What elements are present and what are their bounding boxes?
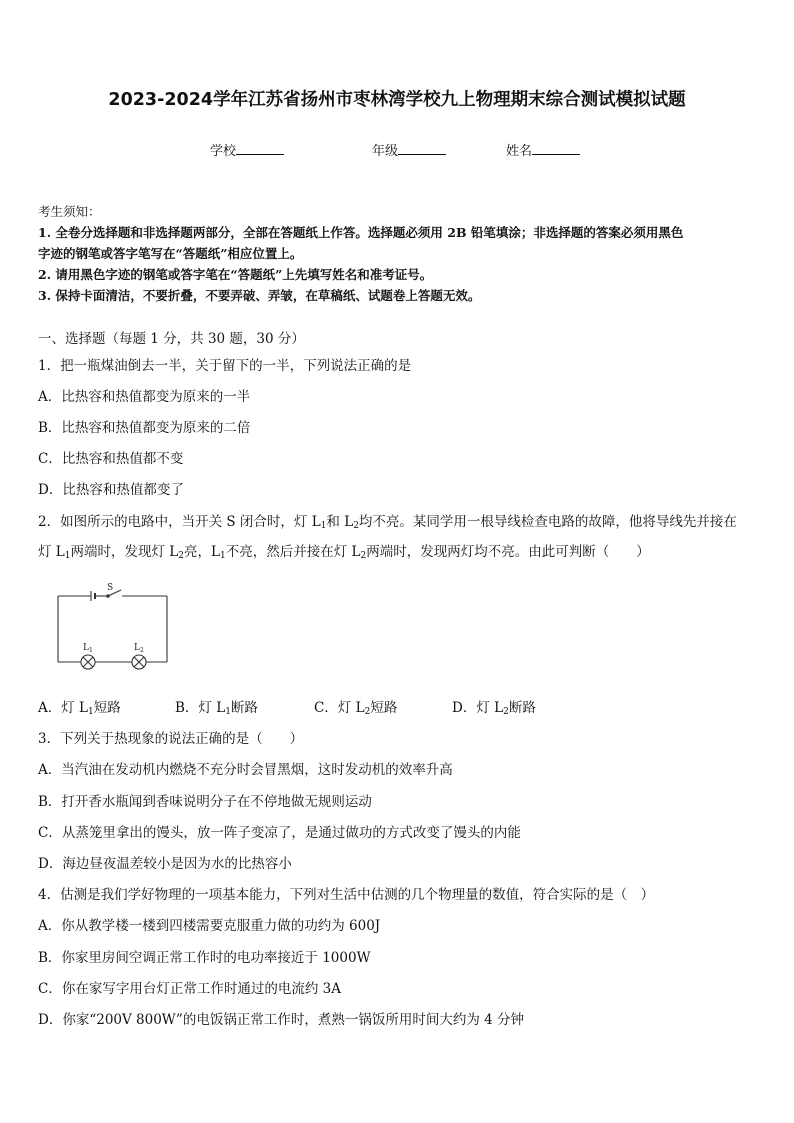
notice-item-3: 3. 保持卡面清洁，不要折叠，不要弄破、弄皱，在草稿纸、试题卷上答题无效。 — [38, 288, 481, 303]
q4-option-a: A．你从教学楼一楼到四楼需要克服重力做的功约为 600J — [38, 918, 381, 934]
q3-option-c: C．从蒸笼里拿出的馒头，放一阵子变凉了，是通过做功的方式改变了馒头的内能 — [38, 825, 521, 841]
q2-sub: 2 — [178, 551, 184, 561]
q2-sub: 2 — [353, 521, 359, 531]
q2-stem-line-2 — [38, 540, 650, 560]
q2-sub: 1 — [64, 551, 71, 561]
q2-option-sub: 1 — [225, 707, 231, 717]
q2-option-text: 断路 — [508, 700, 536, 716]
q2-option-a — [38, 696, 121, 716]
q2-option-text: C．灯 L — [314, 700, 365, 716]
q2-sub: 1 — [320, 521, 327, 531]
q2-text: 两端时，发现两灯均不亮。由此可判断（ ） — [366, 544, 650, 560]
q2-option-text: 短路 — [370, 700, 398, 716]
q2-text: 2．如图所示的电路中，当开关 S 闭合时，灯 L — [38, 514, 321, 530]
notice-item-2: 2. 请用黑色字迹的钢笔或答字笔在“答题纸”上先填写姓名和准考证号。 — [38, 267, 433, 282]
q2-option-b — [175, 696, 258, 716]
q2-sub: 1 — [219, 551, 226, 561]
q1-option-c: C．比热容和热值都不变 — [38, 451, 184, 467]
name-label: 姓名 — [506, 144, 533, 159]
grade-blank — [398, 142, 446, 155]
lamp-l2-label-text: L — [134, 643, 140, 653]
q4-stem: 4．估测是我们学好物理的一项基本能力，下列对生活中估测的几个物理量的数值，符合实际的是（ ） — [38, 887, 655, 903]
page-title: 2023-2024学年江苏省扬州市枣林湾学校九上物理期末综合测试模拟试题 — [108, 90, 686, 110]
q2-option-c — [314, 696, 397, 716]
q2-option-sub: 2 — [364, 707, 371, 717]
name-blank — [532, 142, 580, 155]
q2-text: 两端时，发现灯 L — [70, 544, 179, 560]
q2-stem-line-1 — [38, 510, 737, 530]
lamp-l1-label — [83, 643, 93, 654]
q2-option-text: 短路 — [93, 700, 121, 716]
notice-item-1-line-1: 1. 全卷分选择题和非选择题两部分，全部在答题纸上作答。选择题必须用 2B 铅笔填涂；非选择题的答案必须用黑色 — [38, 225, 684, 240]
q1-option-d: D．比热容和热值都变了 — [38, 482, 184, 498]
switch-label: S — [107, 583, 114, 593]
school-blank — [236, 142, 284, 155]
lamp-l1-label-sub: 1 — [88, 647, 93, 654]
q2-text: 亮，L — [184, 544, 220, 560]
q4-option-d: D．你家“200V 800W”的电饭锅正常工作时，煮熟一锅饭所用时间大约为 4 分钟 — [38, 1012, 524, 1028]
circuit-diagram — [50, 578, 180, 678]
q3-option-a: A．当汽油在发动机内燃烧不充分时会冒黑烟，这时发动机的效率升高 — [38, 762, 453, 778]
grade-field — [372, 140, 446, 159]
notice-heading: 考生须知： — [38, 204, 101, 219]
q1-option-b: B．比热容和热值都变为原来的二倍 — [38, 420, 251, 436]
q2-text: 灯 L — [38, 544, 65, 560]
q2-sub: 2 — [360, 551, 367, 561]
q4-option-b: B．你家里房间空调正常工作时的电功率接近于 1000W — [38, 950, 371, 966]
name-field — [506, 140, 580, 159]
q2-text: 不亮，然后并接在灯 L — [225, 544, 361, 560]
q2-option-text: A．灯 L — [38, 700, 89, 716]
lamp-l2-label — [134, 643, 144, 654]
q2-option-text: 断路 — [230, 700, 258, 716]
q2-text: 和 L — [326, 514, 354, 530]
grade-label: 年级 — [372, 144, 399, 159]
q2-option-text: B．灯 L — [175, 700, 226, 716]
q3-option-d: D．海边昼夜温差较小是因为水的比热容小 — [38, 856, 292, 872]
school-field — [210, 140, 284, 159]
q4-option-c: C．你在家写字用台灯正常工作时通过的电流约 3A — [38, 981, 341, 997]
section-heading: 一、选择题（每题 1 分，共 30 题，30 分） — [38, 331, 305, 347]
school-label: 学校 — [210, 144, 237, 159]
notice-item-1-line-2: 字迹的钢笔或答字笔写在“答题纸”相应位置上。 — [38, 246, 303, 261]
lamp-l2-label-sub: 2 — [139, 647, 144, 654]
q1-option-a: A．比热容和热值都变为原来的一半 — [38, 389, 251, 405]
lamp-l1-label-text: L — [83, 643, 89, 653]
q3-stem: 3．下列关于热现象的说法正确的是（ ） — [38, 731, 304, 747]
q1-stem: 1．把一瓶煤油倒去一半，关于留下的一半，下列说法正确的是 — [38, 358, 412, 374]
q2-option-text: D．灯 L — [452, 700, 504, 716]
q2-option-sub: 1 — [88, 707, 94, 717]
q2-text: 均不亮。某同学用一根导线检查电路的故障，他将导线先并接在 — [358, 514, 737, 530]
q2-option-sub: 2 — [503, 707, 509, 717]
q2-option-d — [452, 696, 536, 716]
q3-option-b: B．打开香水瓶闻到香味说明分子在不停地做无规则运动 — [38, 794, 372, 810]
